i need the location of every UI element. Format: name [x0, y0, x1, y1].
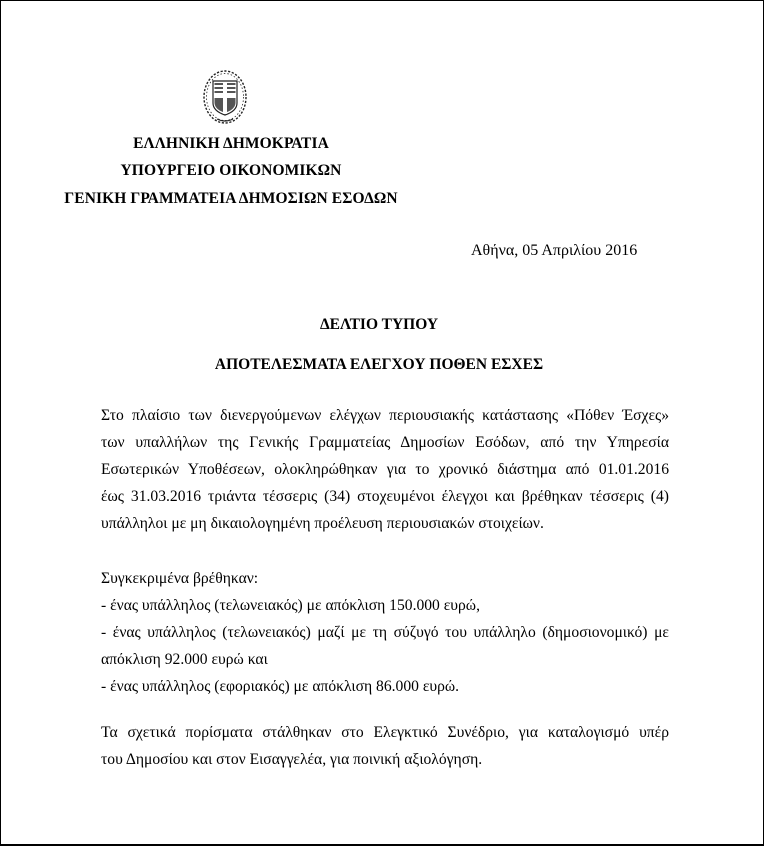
- paragraph-line: Τα σχετικά πορίσματα στάλθηκαν στο Ελεγκτικό Συνέδριο, για καταλογισμό υπέρ: [101, 724, 669, 741]
- finding-item: - ένας υπάλληλος (τελωνειακός) μαζί με τη σύζυγό του υπάλληλο (δημοσιονομικό) με: [101, 624, 669, 641]
- header-line-secretariat: ΓΕΝΙΚΗ ΓΡΑΜΜΑΤΕΙΑ ΔΗΜΟΣΙΩΝ ΕΣΟΔΩΝ: [64, 190, 398, 207]
- finding-item: - ένας υπάλληλος (εφοριακός) με απόκλιση 86.000 ευρώ.: [101, 678, 460, 695]
- paragraph-line: υπάλληλοι με μη δικαιολογημένη προέλευση περιουσιακών στοιχείων.: [101, 515, 544, 532]
- document-type: ΔΕΛΤΙΟ ΤΥΠΟΥ: [319, 316, 439, 333]
- document-date: Αθήνα, 05 Απριλίου 2016: [471, 242, 638, 259]
- paragraph-conclusion: [101, 719, 669, 773]
- findings-intro: Συγκεκριμένα βρέθηκαν:: [101, 570, 259, 587]
- paragraph-intro: [101, 402, 669, 537]
- header-line-republic: ΕΛΛΗΝΙΚΗ ΔΗΜΟΚΡΑΤΙΑ: [133, 135, 329, 152]
- findings-list: [101, 565, 669, 700]
- greek-coat-of-arms-icon: [195, 67, 255, 127]
- finding-item-continuation: απόκλιση 92.000 ευρώ και: [101, 651, 268, 668]
- document-title: ΑΠΟΤΕΛΕΣΜΑΤΑ ΕΛΕΓΧΟΥ ΠΟΘΕΝ ΕΣΧΕΣ: [214, 356, 544, 373]
- paragraph-line: έως 31.03.2016 τριάντα τέσσερις (34) στοχευμένοι έλεγχοι και βρέθηκαν τέσσερις (4): [101, 488, 669, 505]
- paragraph-line: του Δημοσίου και στον Εισαγγελέα, για ποινική αξιολόγηση.: [101, 751, 483, 768]
- finding-item: - ένας υπάλληλος (τελωνειακός) με απόκλιση 150.000 ευρώ,: [101, 597, 480, 614]
- header-line-ministry: ΥΠΟΥΡΓΕΙΟ ΟΙΚΟΝΟΜΙΚΩΝ: [120, 162, 342, 179]
- paragraph-line: Στο πλαίσιο των διενεργούμενων ελέγχων περιουσιακής κατάστασης «Πόθεν Έσχες»: [101, 407, 669, 424]
- paragraph-line: Εσωτερικών Υποθέσεων, ολοκληρώθηκαν για το χρονικό διάστημα από 01.01.2016: [101, 461, 669, 478]
- paragraph-line: των υπαλλήλων της Γενικής Γραμματείας Δημοσίων Εσόδων, από την Υπηρεσία: [101, 434, 669, 451]
